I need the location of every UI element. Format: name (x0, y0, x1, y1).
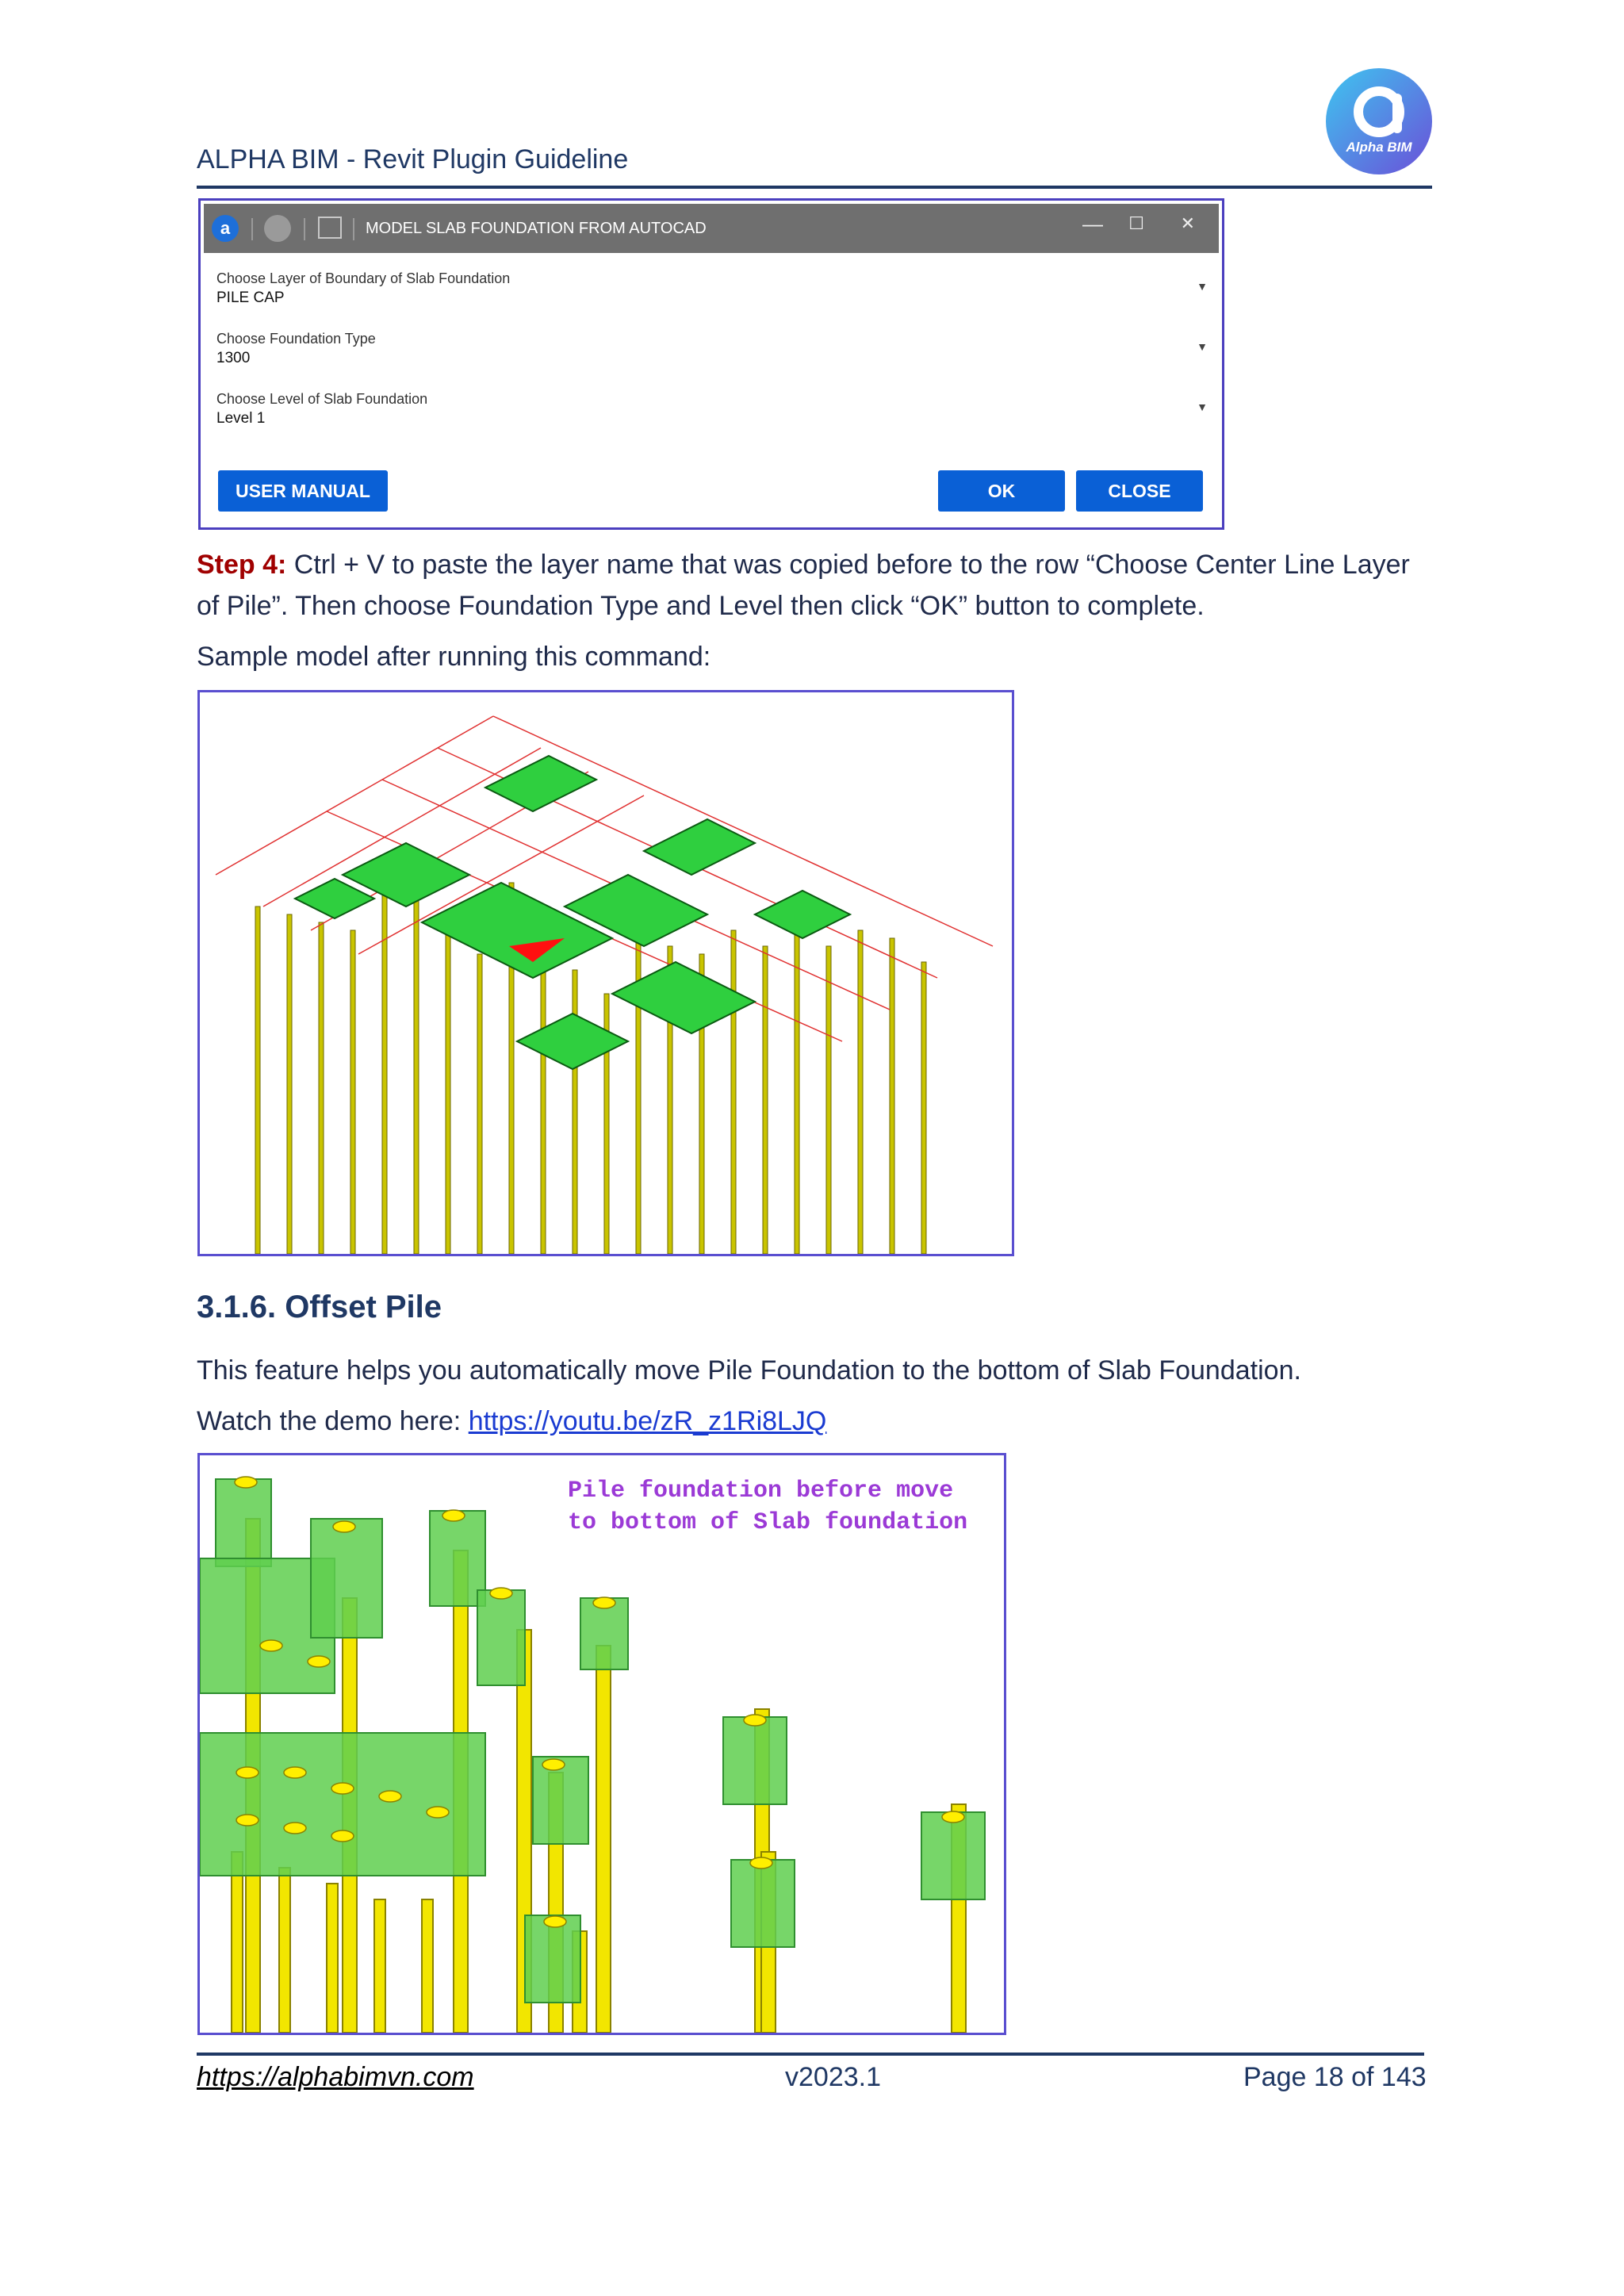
alpha-bim-logo (1326, 68, 1432, 174)
chevron-down-icon[interactable]: ▼ (1197, 401, 1208, 413)
slab-level-select[interactable]: Level 1 (216, 410, 266, 427)
minimize-button[interactable]: — (1082, 212, 1103, 236)
caption-line-1: Pile foundation before move (568, 1478, 954, 1504)
maximize-button[interactable]: ☐ (1128, 213, 1144, 233)
boundary-layer-select[interactable]: PILE CAP (216, 289, 285, 306)
home-icon[interactable] (264, 215, 291, 242)
logo-text: Alpha BIM (1346, 140, 1412, 155)
caption-line-2: to bottom of Slab foundation (568, 1509, 968, 1536)
titlebar-separator (304, 218, 305, 240)
chevron-down-icon[interactable]: ▼ (1197, 340, 1208, 353)
step4-text: Ctrl + V to paste the layer name that was copied before to the row “Choose Center Line Layer of Pile”. Then choose Foundation Type and Level then click “OK” button to complete. (197, 550, 1410, 621)
foundation-type-label: Choose Foundation Type (216, 331, 376, 347)
titlebar-separator (251, 218, 253, 240)
pile-offset-image (197, 1453, 1006, 2035)
pile-offset-illustration (200, 1455, 1004, 2033)
slab-level-label: Choose Level of Slab Foundation (216, 391, 428, 407)
grid-icon[interactable] (318, 217, 342, 239)
slab-foundation-dialog (198, 198, 1224, 530)
footer-version: v2023.1 (785, 2062, 881, 2092)
sample-text: Sample model after running this command: (197, 642, 711, 672)
header-title: ALPHA BIM - Revit Plugin Guideline (197, 144, 629, 174)
window-close-button[interactable]: ✕ (1180, 213, 1195, 233)
dialog-titlebar (204, 204, 1219, 253)
header-rule (197, 186, 1432, 189)
chevron-down-icon[interactable]: ▼ (1197, 280, 1208, 293)
demo-prefix: Watch the demo here: (197, 1406, 469, 1436)
demo-link[interactable]: https://youtu.be/zR_z1Ri8LJQ (468, 1406, 827, 1436)
section-heading: 3.1.6. Offset Pile (197, 1290, 442, 1324)
ok-button[interactable]: OK (938, 470, 1065, 512)
step4-paragraph (197, 544, 1434, 627)
step4-label: Step 4: (197, 550, 287, 580)
boundary-layer-label: Choose Layer of Boundary of Slab Foundation (216, 270, 511, 286)
dialog-title: MODEL SLAB FOUNDATION FROM AUTOCAD (366, 220, 707, 237)
section-description: This feature helps you automatically move Pile Foundation to the bottom of Slab Foundation. (197, 1355, 1301, 1386)
demo-line (197, 1401, 826, 1442)
footer-rule (197, 2053, 1424, 2056)
titlebar-separator (353, 218, 354, 240)
sample-model-image (197, 690, 1014, 1256)
footer-url[interactable]: https://alphabimvn.com (197, 2062, 474, 2092)
app-logo-icon: a (212, 215, 239, 242)
close-button[interactable]: CLOSE (1076, 470, 1203, 512)
foundation-type-select[interactable]: 1300 (216, 350, 251, 366)
logo-a-icon (1348, 81, 1410, 143)
pile-model-illustration (200, 692, 1012, 1254)
footer-page: Page 18 of 143 (1243, 2062, 1427, 2092)
user-manual-button[interactable]: USER MANUAL (218, 470, 388, 512)
